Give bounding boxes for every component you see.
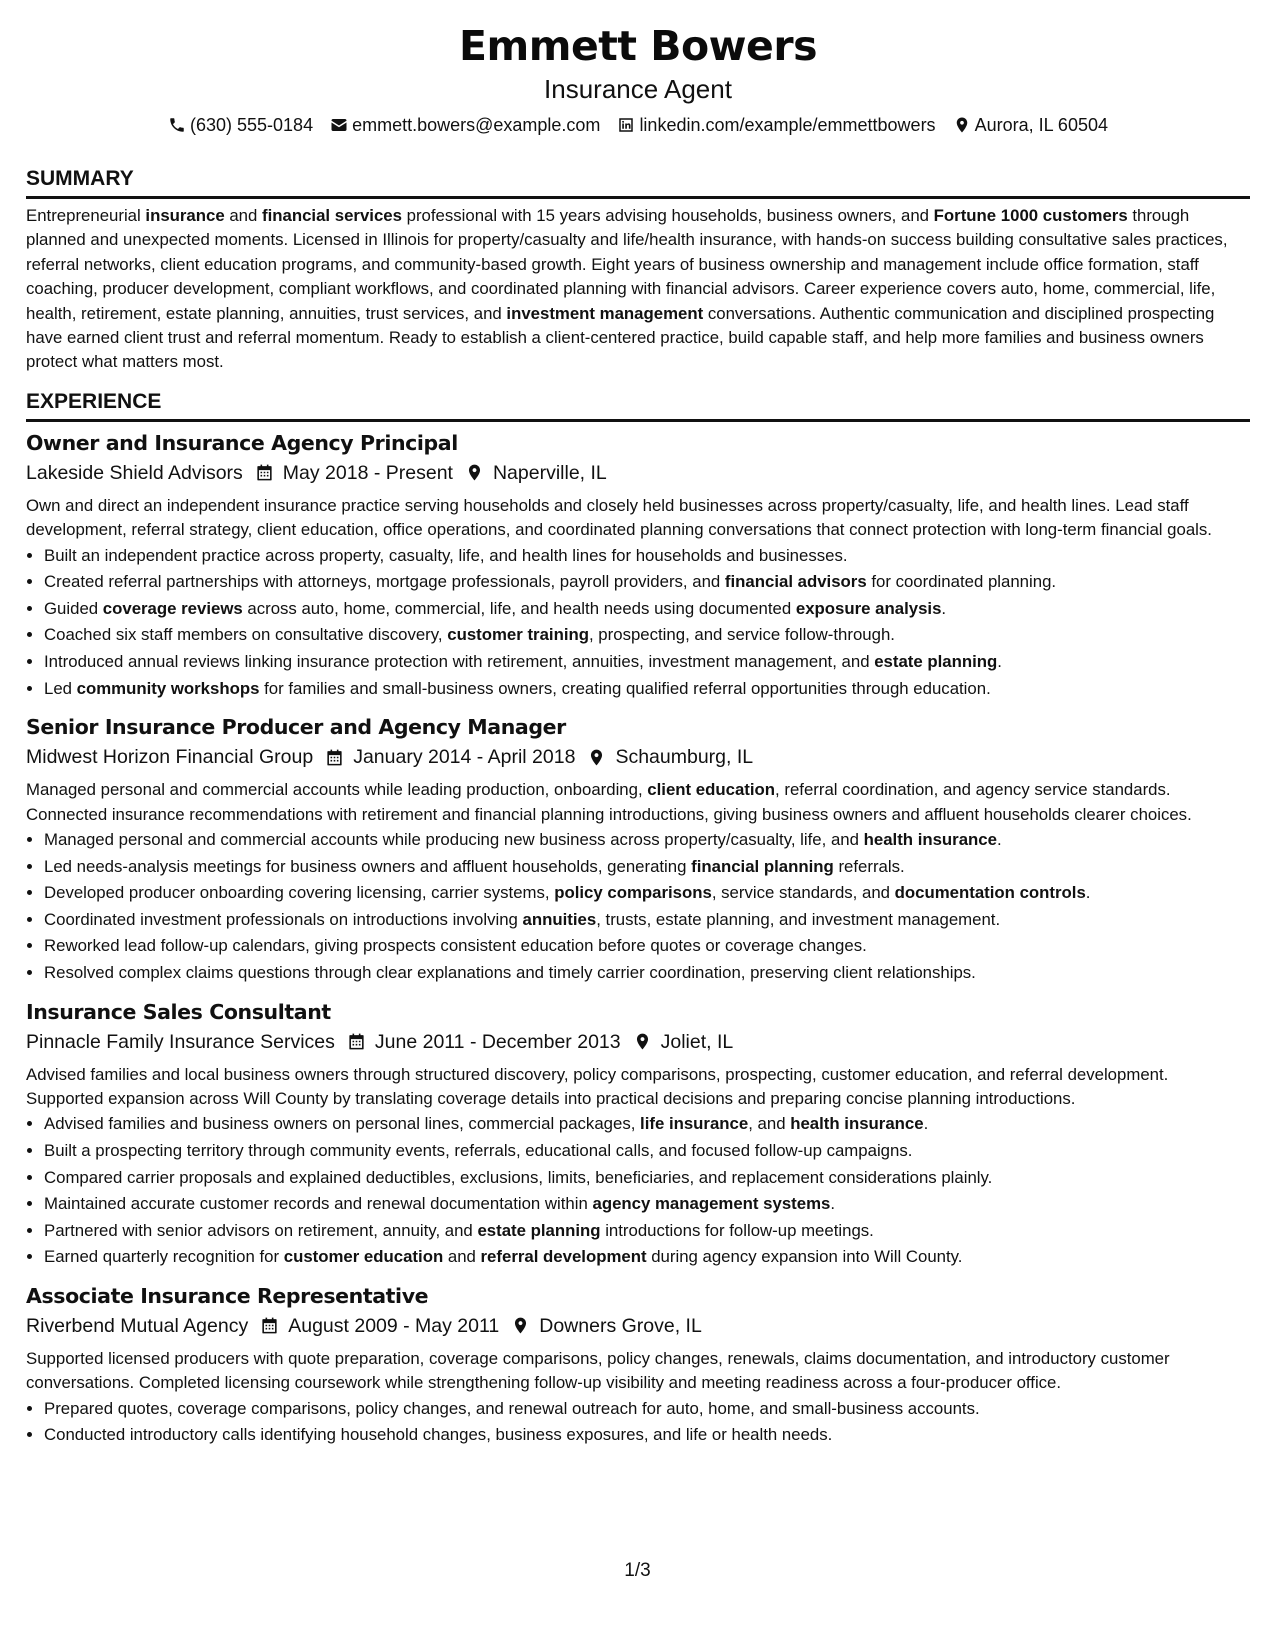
job-company: Pinnacle Family Insurance Services [26,1030,335,1053]
map-pin-icon [953,116,971,134]
candidate-name: Emmett Bowers [459,22,817,70]
job-location: Schaumburg, IL [615,746,754,769]
experience-heading: EXPERIENCE [26,389,1250,422]
job-bullet: • Coached six staff members on consultative discovery, customer training, prospecting, and service follow-through. [44,622,1250,649]
job-bullet: • Coordinated investment professionals on introductions involving annuities, trusts, estate planning, and investment management. [44,907,1250,934]
job-bullet: • Developed producer onboarding covering licensing, carrier systems, policy comparisons, service standards, and documentation controls. [44,880,1250,907]
job-description: Supported licensed producers with quote preparation, coverage comparisons, policy changes, renewals, claims documentation, and introductory customer conversations. Completed licensing coursework while strengthening follow-up visibility and meeting readiness across a four-producer office. [26,1348,1170,1393]
job-location: Downers Grove, IL [539,1314,702,1337]
job-bullet: • Advised families and business owners on personal lines, commercial packages, life insurance, and health insurance. [44,1111,1250,1138]
job-entry [26,428,1250,702]
job-bullets [26,1111,1250,1271]
job-dates: January 2014 - April 2018 [353,746,576,769]
contact-linkedin[interactable] [617,113,935,137]
job-company: Riverbend Mutual Agency [26,1314,249,1337]
calendar-icon [325,748,344,767]
job-bullet: • Earned quarterly recognition for customer education and referral development during agency expansion into Will County. [44,1244,1250,1271]
job-bullet: • Built an independent practice across property, casualty, life, and health lines for households and businesses. [44,543,1250,570]
job-company: Lakeside Shield Advisors [26,461,243,484]
job-title: Insurance Sales Consultant [26,999,331,1024]
contact-phone-text: (630) 555-0184 [189,115,314,135]
job-bullet: • Conducted introductory calls identifying household changes, business exposures, and life or health needs. [44,1422,1250,1449]
resume-page [26,18,1250,1449]
calendar-icon [260,1316,279,1335]
linkedin-icon [617,116,635,134]
page-number: 1/3 [624,1560,651,1581]
contact-location-text: Aurora, IL 60504 [974,115,1108,135]
summary-text: Entrepreneurial insurance and financial services professional with 15 years advising households, business owners, and Fortune 1000 customers through planned and unexpected moments. Licensed in Illinois for property/casualty and life/health insurance, with hands-on success building consultative sales practices, referral networks, client education programs, and community-based growth. Eight years of business ownership and management include office formation, staff coaching, producer development, compliant workflows, and coordinated planning with financial advisors. Career experience covers auto, home, commercial, life, health, retirement, estate planning, annuities, trust services, and investment management conversations. Authentic communication and disciplined prospecting have earned client trust and referral momentum. Ready to establish a client-centered practice, build capable staff, and help more families and business owners protect what matters most. [26,206,1228,372]
map-pin-icon [587,748,606,767]
job-bullet: • Guided coverage reviews across auto, home, commercial, life, and health needs using documented exposure analysis. [44,596,1250,623]
job-title: Associate Insurance Representative [26,1283,429,1308]
job-bullet: • Managed personal and commercial accounts while producing new business across property/casualty, life, and health insurance. [44,827,1250,854]
contact-bar [26,113,1250,137]
map-pin-icon [465,463,484,482]
job-meta [26,458,1250,488]
job-entry [26,1281,1250,1449]
job-meta [26,1311,1250,1341]
contact-location [953,113,1108,137]
job-bullet: • Led community workshops for families and small-business owners, creating qualified referral opportunities through education. [44,676,1250,703]
job-bullet: • Created referral partnerships with attorneys, mortgage professionals, payroll providers, and financial advisors for coordinated planning. [44,569,1250,596]
job-bullet: • Introduced annual reviews linking insurance protection with retirement, annuities, investment management, and estate planning. [44,649,1250,676]
job-location: Naperville, IL [492,461,607,484]
job-bullet: • Maintained accurate customer records and renewal documentation within agency management systems. [44,1191,1250,1218]
job-bullet: • Led needs-analysis meetings for business owners and affluent households, generating financial planning referrals. [44,854,1250,881]
job-description: Managed personal and commercial accounts while leading production, onboarding, client education, referral coordination, and agency service standards. Connected insurance recommendations with retirement and financial planning introductions, giving business owners and affluent households clearer choices. [26,780,1192,824]
candidate-title: Insurance Agent [544,74,732,104]
map-pin-icon [633,1032,652,1051]
job-title: Owner and Insurance Agency Principal [26,430,458,455]
calendar-icon [347,1032,366,1051]
contact-email-text: emmett.bowers@example.com [352,115,601,135]
job-bullet: • Prepared quotes, coverage comparisons, policy changes, and renewal outreach for auto, home, and small-business accounts. [44,1396,1250,1423]
calendar-icon [255,463,274,482]
job-title: Senior Insurance Producer and Agency Manager [26,715,566,740]
job-entry [26,997,1250,1271]
job-bullet: • Reworked lead follow-up calendars, giving prospects consistent education before quotes or coverage changes. [44,933,1250,960]
job-meta [26,1027,1250,1057]
job-description: Advised families and local business owners through structured discovery, policy comparisons, prospecting, customer education, and referral development. Supported expansion across Will County by translating coverage details into practical decisions and preparing concise planning introductions. [26,1064,1169,1108]
experience-list [26,428,1250,1449]
job-bullets [26,827,1250,987]
contact-linkedin-text: linkedin.com/example/emmettbowers [639,115,936,135]
phone-icon [168,116,186,134]
job-entry [26,712,1250,986]
job-dates: August 2009 - May 2011 [288,1314,500,1337]
job-bullet: • Resolved complex claims questions through clear explanations and timely carrier coordination, preserving client relationships. [44,960,1250,987]
map-pin-icon [511,1316,530,1335]
job-meta [26,742,1250,772]
job-bullet: • Compared carrier proposals and explained deductibles, exclusions, limits, beneficiaries, and replacement considerations plainly. [44,1165,1250,1192]
job-dates: June 2011 - December 2013 [374,1030,621,1053]
job-bullets [26,1396,1250,1449]
job-bullets [26,543,1250,703]
job-bullet: • Built a prospecting territory through community events, referrals, educational calls, and focused follow-up campaigns. [44,1138,1250,1165]
envelope-icon [330,116,348,134]
job-dates: May 2018 - Present [282,461,453,484]
contact-email[interactable] [330,113,600,137]
job-location: Joliet, IL [660,1030,734,1053]
contact-phone[interactable] [168,113,313,137]
job-bullet: • Partnered with senior advisors on retirement, annuity, and estate planning introductions for follow-up meetings. [44,1218,1250,1245]
job-description: Own and direct an independent insurance practice serving households and closely held businesses across property/casualty, life, and health lines. Lead staff development, referral strategy, client education, office operations, and coordinated planning conversations that connect protection with long-term financial goals. [26,495,1212,540]
job-company: Midwest Horizon Financial Group [26,746,314,769]
summary-heading: SUMMARY [26,166,1250,199]
